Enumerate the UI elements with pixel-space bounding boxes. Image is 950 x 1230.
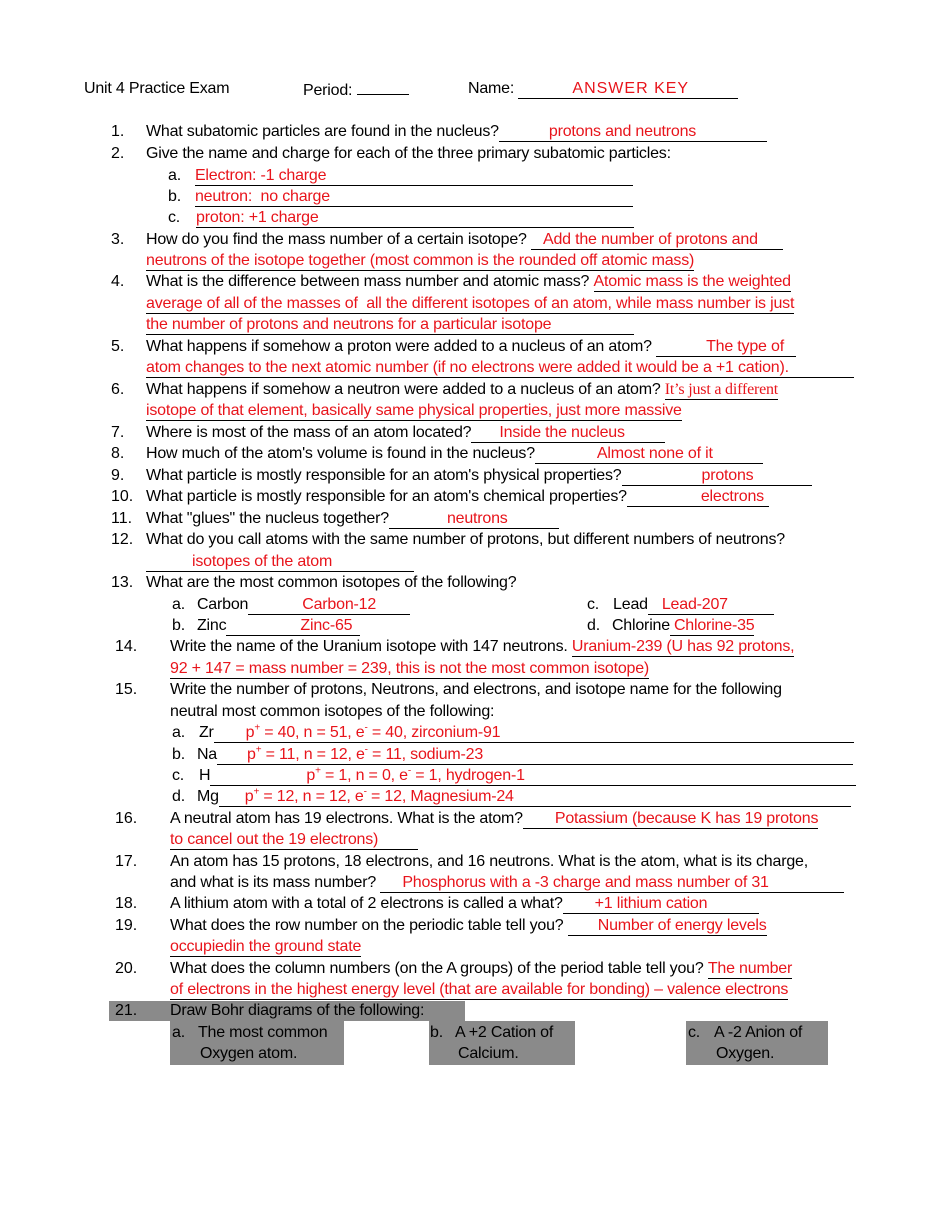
- q20-text: What does the column numbers (on the A groups) of the period table tell you?: [170, 960, 704, 977]
- q17-number: 17.: [115, 853, 138, 870]
- q4-answer-3: the number of protons and neutrons for a particular isotope: [146, 316, 552, 333]
- q8-text: How much of the atom's volume is found in the nucleus?: [146, 445, 535, 462]
- q6-answer-2: isotope of that element, basically same physical properties, just more massive: [146, 402, 682, 419]
- name-label: Name:: [468, 80, 515, 97]
- q18-answer: +1 lithium cation: [594, 895, 708, 912]
- q4-text: What is the difference between mass number and atomic mass?: [146, 273, 590, 290]
- q18: [170, 894, 759, 914]
- q20-cont: [170, 980, 788, 1000]
- q2-b: b. neutron: no charge: [168, 187, 633, 207]
- q6-cont: [146, 401, 682, 421]
- q9-answer: protons: [701, 467, 754, 484]
- q15-a-answer: p+ = 40, n = 51, e- = 40, zirconium-91: [245, 722, 501, 741]
- q2-c-answer: proton: +1 charge: [196, 209, 319, 226]
- q4-answer-1: Atomic mass is the weighted: [593, 273, 791, 290]
- q11-number: 11.: [111, 510, 133, 527]
- name-field: [468, 79, 738, 99]
- q2-text: Give the name and charge for each of the three primary subatomic particles:: [146, 145, 671, 162]
- q5-cont: [146, 358, 854, 378]
- q17-text-1: An atom has 15 protons, 18 electrons, and 16 neutrons. What is the atom, what is its charge,: [170, 853, 808, 870]
- q9-text: What particle is mostly responsible for an atom's physical properties?: [146, 467, 622, 484]
- q1-answer: protons and neutrons: [548, 123, 697, 140]
- q14: [170, 637, 794, 657]
- q15-b-answer: p+ = 11, n = 12, e- = 11, sodium-23: [247, 744, 484, 763]
- q13-number: 13.: [111, 574, 134, 591]
- q11-text: What "glues" the nucleus together?: [146, 510, 389, 527]
- q8-answer: Almost none of it: [596, 445, 713, 462]
- q11-answer: neutrons: [446, 510, 508, 527]
- q14-number: 14.: [115, 638, 138, 655]
- q15-c-answer: p+ = 1, n = 0, e- = 1, hydrogen-1: [306, 765, 525, 784]
- q2-number: 2.: [111, 145, 125, 162]
- q21-text: Draw Bohr diagrams of the following:: [170, 1002, 425, 1019]
- q4: [146, 272, 791, 292]
- q2-b-answer: neutron: no charge: [194, 188, 330, 205]
- q7-text: Where is most of the mass of an atom located?: [146, 424, 472, 441]
- q21-b-line2: Calcium.: [458, 1045, 519, 1062]
- exam-title: Unit 4 Practice Exam: [84, 80, 230, 97]
- q12-text: What do you call atoms with the same number of protons, but different numbers of neutrons?: [146, 531, 785, 548]
- q12-number: 12.: [111, 531, 134, 548]
- q19: [170, 916, 767, 936]
- q21-c: c. A -2 Anion of: [688, 1024, 803, 1041]
- q16-cont: [170, 830, 418, 850]
- q15-d: d. Mg p+ = 12, n = 12, e- = 12, Magnesium-24: [172, 787, 851, 807]
- q7-answer: Inside the nucleus: [499, 424, 625, 441]
- period-label: Period:: [303, 79, 409, 101]
- q3-text: How do you find the mass number of a certain isotope?: [146, 231, 527, 248]
- q13-d-answer: Chlorine-35: [673, 617, 755, 634]
- q13-b: b. Zinc Zinc-65: [172, 616, 360, 636]
- q18-number: 18.: [115, 895, 138, 912]
- q21-a-line2: Oxygen atom.: [200, 1045, 298, 1062]
- q15-d-answer: p+ = 12, n = 12, e- = 12, Magnesium-24: [244, 786, 514, 805]
- q10-text: What particle is mostly responsible for an atom's chemical properties?: [146, 488, 627, 505]
- q2-c: c. proton: +1 charge: [168, 208, 634, 228]
- q2-a-answer: Electron: -1 charge: [194, 167, 327, 184]
- q14-answer-1: Uranium-239 (U has 92 protons,: [571, 638, 795, 655]
- q7-number: 7.: [111, 424, 125, 441]
- q13-b-answer: Zinc-65: [300, 617, 353, 634]
- q18-text: A lithium atom with a total of 2 electrons is called a what?: [170, 895, 563, 912]
- q21-c-line2: Oxygen.: [716, 1045, 775, 1062]
- q13-c: c. Lead Lead-207: [587, 595, 774, 615]
- q16-number: 16.: [115, 810, 138, 827]
- q16: [170, 809, 818, 829]
- q8: [146, 444, 763, 464]
- q16-answer-1: Potassium (because K has 19 protons: [554, 810, 819, 827]
- q12-answer: isotopes of the atom: [192, 553, 333, 570]
- q6-answer-1: It’s just a different: [664, 381, 779, 398]
- q17-text-2: and what is its mass number?: [170, 874, 377, 891]
- q15-b: b. Na p+ = 11, n = 12, e- = 11, sodium-23: [172, 745, 853, 765]
- q20-answer-1: The number: [707, 960, 793, 977]
- q19-text: What does the row number on the periodic table tell you?: [170, 917, 564, 934]
- q15-number: 15.: [115, 681, 138, 698]
- name-value: ANSWER KEY: [572, 80, 690, 97]
- q6-text: What happens if somehow a neutron were added to a nucleus of an atom?: [146, 381, 661, 398]
- q21-number: 21.: [115, 1002, 138, 1019]
- q5-number: 5.: [111, 338, 125, 355]
- q21-b: b. A +2 Cation of: [430, 1024, 554, 1041]
- q9: [146, 466, 812, 486]
- q19-cont: [170, 937, 361, 957]
- q5: [146, 337, 796, 357]
- q1: [146, 122, 767, 142]
- q4-cont-1: [146, 294, 794, 314]
- q3-answer-2: neutrons of the isotope together (most common is the rounded off atomic mass): [146, 252, 695, 269]
- q11: [146, 509, 559, 529]
- q12-cont: [146, 552, 414, 572]
- q1-text: What subatomic particles are found in the nucleus?: [146, 123, 499, 140]
- q3-answer-1: Add the number of protons and: [542, 231, 758, 248]
- q14-answer-2: 92 + 147 = mass number = 239, this is not the most common isotope): [170, 660, 650, 677]
- q8-number: 8.: [111, 445, 125, 462]
- q2-a: a. Electron: -1 charge: [168, 166, 633, 186]
- q13-a-answer: Carbon-12: [302, 596, 377, 613]
- q4-answer-2: average of all of the masses of all the different isotopes of an atom, while mass number is just: [146, 295, 795, 312]
- q16-text: A neutral atom has 19 electrons. What is the atom?: [170, 810, 523, 827]
- q13-text: What are the most common isotopes of the following?: [146, 574, 517, 591]
- q20-number: 20.: [115, 960, 138, 977]
- q19-answer-1: Number of energy levels: [597, 917, 767, 934]
- q10: [146, 487, 769, 507]
- q10-number: 10.: [111, 488, 134, 505]
- q5-answer-2: atom changes to the next atomic number (if no electrons were added it would be a +1 cation).: [146, 359, 789, 376]
- q10-answer: electrons: [700, 488, 764, 505]
- q13-a: a. Carbon Carbon-12: [172, 595, 410, 615]
- q13-c-answer: Lead-207: [661, 596, 728, 613]
- q14-text: Write the name of the Uranium isotope with 147 neutrons.: [170, 638, 568, 655]
- q3-cont: [146, 251, 694, 271]
- q1-number: 1.: [111, 123, 125, 140]
- q19-answer-2: occupiedin the ground state: [170, 938, 362, 955]
- q20-answer-2: of electrons in the highest energy level (that are available for bonding) – valence electrons: [170, 981, 789, 998]
- q20: [170, 959, 792, 979]
- q15-a: a. Zr p+ = 40, n = 51, e- = 40, zirconium-91: [172, 723, 854, 743]
- q5-text: What happens if somehow a proton were added to a nucleus of an atom?: [146, 338, 652, 355]
- q4-cont-2: [146, 315, 634, 335]
- q3: [146, 230, 783, 250]
- q17-answer: Phosphorus with a -3 charge and mass number of 31: [402, 874, 769, 891]
- q6: [146, 380, 778, 400]
- q3-number: 3.: [111, 231, 125, 248]
- q13-d: d. Chlorine Chlorine-35: [587, 617, 755, 634]
- q16-answer-2: to cancel out the 19 electrons): [170, 831, 379, 848]
- q4-number: 4.: [111, 273, 125, 290]
- q15-text-1: Write the number of protons, Neutrons, and electrons, and isotope name for the following: [170, 681, 782, 698]
- q15-c: c. H p+ = 1, n = 0, e- = 1, hydrogen-1: [172, 766, 856, 786]
- q17: [170, 873, 844, 893]
- q15-text-2: neutral most common isotopes of the following:: [170, 703, 495, 720]
- q7: [146, 423, 665, 443]
- q9-number: 9.: [111, 467, 125, 484]
- q19-number: 19.: [115, 917, 138, 934]
- q21-a: a. The most common: [172, 1024, 328, 1041]
- q14-cont: [170, 659, 649, 679]
- q5-answer-1: The type of: [706, 338, 784, 355]
- q6-number: 6.: [111, 381, 125, 398]
